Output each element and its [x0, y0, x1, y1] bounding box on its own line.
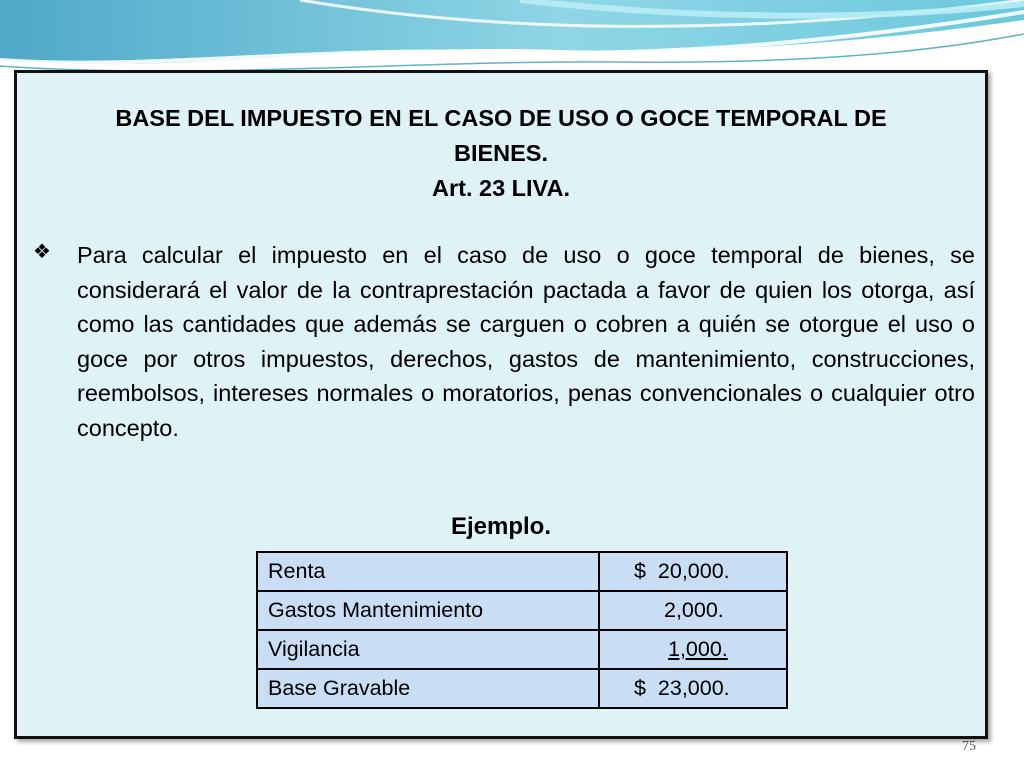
row-value: $ 23,000. [634, 676, 730, 700]
row-value: 2,000. [664, 598, 724, 622]
row-label: Base Gravable [257, 669, 599, 708]
diamond-bullet-icon: ❖ [33, 241, 51, 263]
example-heading: Ejemplo. [450, 513, 552, 540]
content-box [14, 70, 988, 739]
title-line-1: BASE DEL IMPUESTO EN EL CASO DE USO O GOCE TEMPORAL DE [115, 105, 887, 131]
title-line-2: BIENES. [453, 140, 549, 166]
body-paragraph: Para calcular el impuesto en el caso de uso o goce temporal de bienes, se considerará el valor de la contraprestación pactada a favor de quien los otorga, así como las cantidades que además se carguen o cobren a quién se otorgue el uso o goce por otros impuestos, derechos, gastos de mantenimiento, construcciones, reembolsos, intereses normales o moratorios, penas convencionales o cualquier otro concepto. [77, 242, 975, 441]
row-value: 1,000. [668, 637, 728, 661]
example-table [256, 551, 788, 709]
row-value: $ 20,000. [634, 559, 730, 583]
table-row [257, 552, 787, 591]
title-line-3: Art. 23 LIVA. [432, 175, 570, 201]
row-label: Gastos Mantenimiento [257, 591, 599, 630]
page-number: 75 [962, 739, 976, 754]
row-label: Renta [257, 552, 599, 591]
slide-title [17, 101, 985, 206]
table-row [257, 669, 787, 708]
table-row [257, 630, 787, 669]
row-label: Vigilancia [257, 630, 599, 669]
table-row [257, 591, 787, 630]
